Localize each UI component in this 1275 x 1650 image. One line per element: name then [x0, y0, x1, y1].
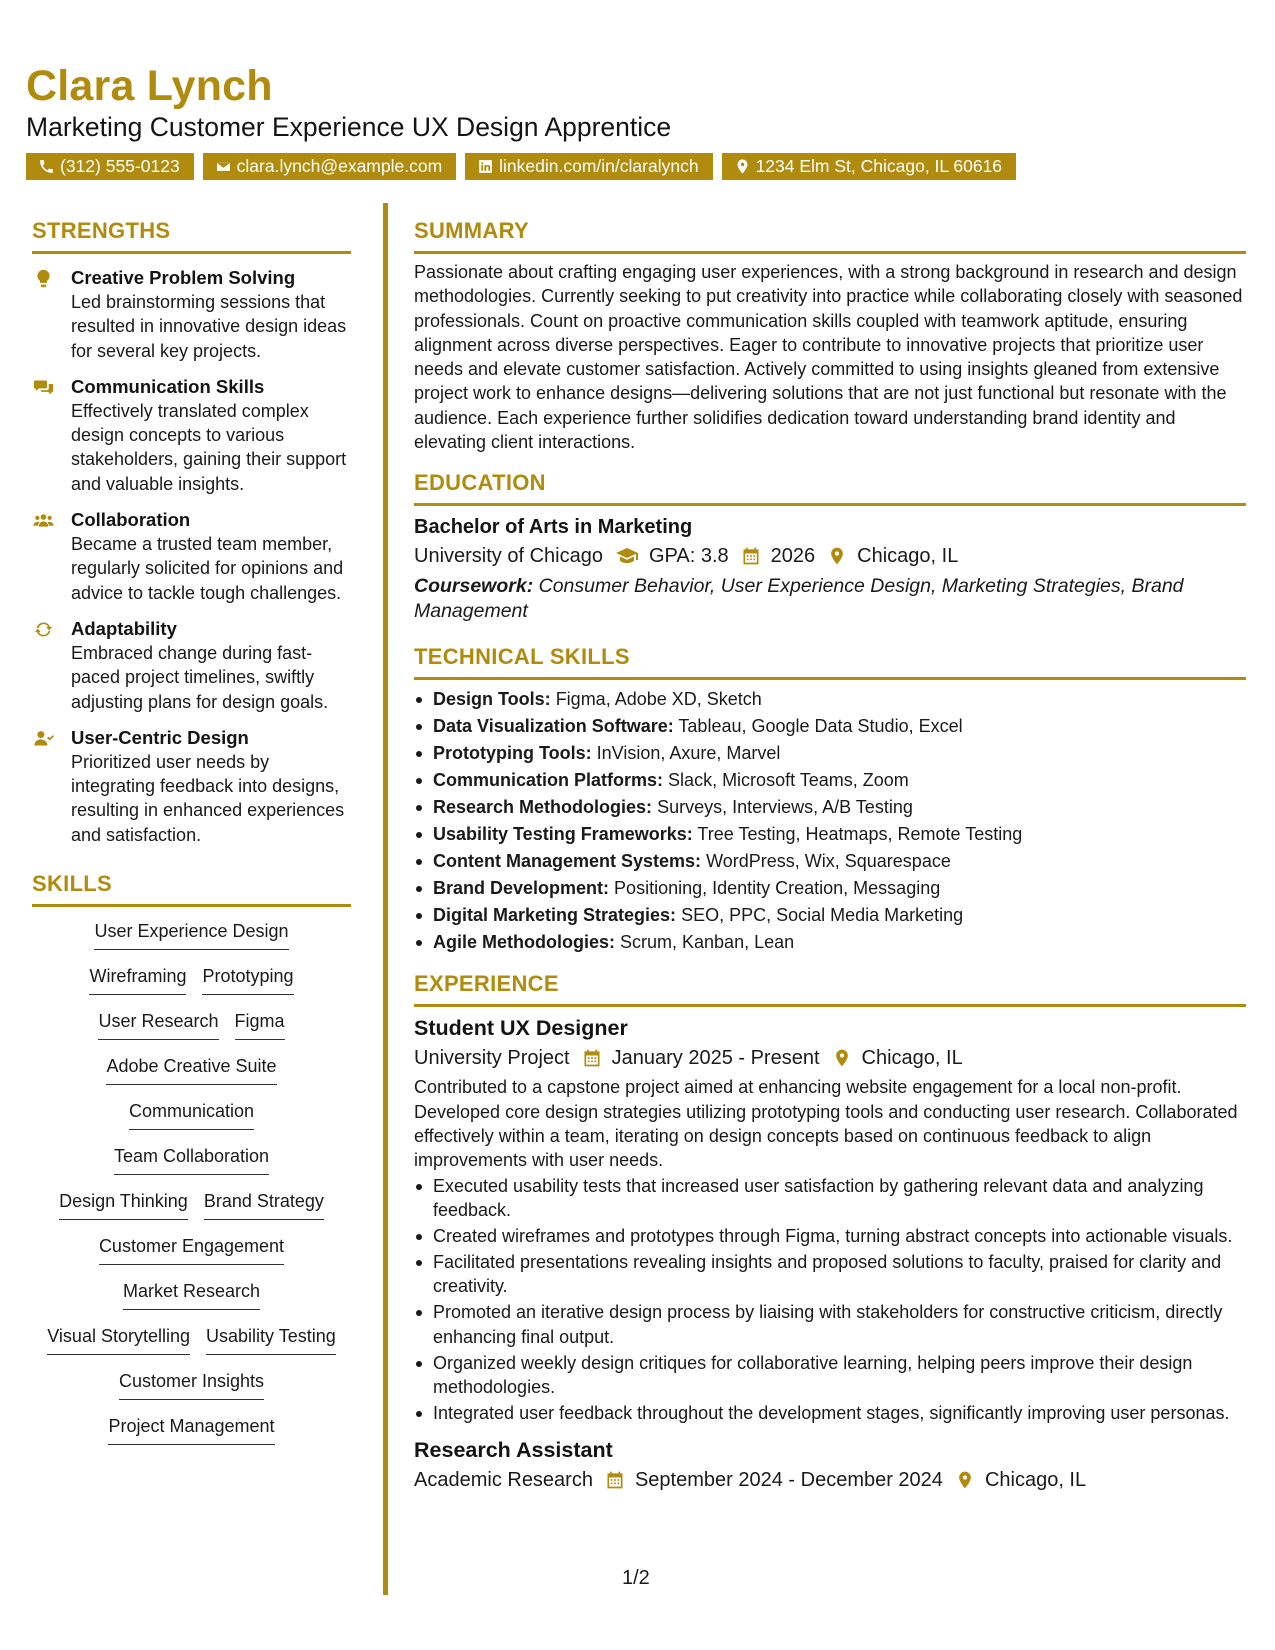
education-heading: EDUCATION: [414, 470, 546, 496]
skill-value: SEO, PPC, Social Media Marketing: [681, 905, 964, 926]
strengths-section: [32, 218, 351, 847]
skill-tag: Usability Testing: [206, 1326, 336, 1355]
education-rule: [414, 503, 1246, 506]
list-item: Promoted an iterative design process by liaising with stakeholders for constructive criticism, directly enhancing final output.: [414, 1300, 1246, 1349]
skill-value: InVision, Axure, Marvel: [596, 743, 781, 764]
map-pin-icon: [955, 1470, 975, 1490]
contact-phone[interactable]: [26, 153, 194, 180]
list-item: [414, 767, 1246, 794]
envelope-icon: [215, 158, 232, 175]
technical-skills-rule: [414, 677, 1246, 680]
skill-row: [94, 921, 288, 966]
skill-tag: User Research: [98, 1011, 218, 1040]
user-check-icon: [33, 728, 54, 749]
skill-label: Prototyping Tools:: [433, 743, 592, 764]
contact-bar: [26, 153, 1016, 180]
skill-row: [123, 1281, 260, 1326]
list-item: [414, 902, 1246, 929]
skill-label: Brand Development:: [433, 878, 610, 899]
skill-tag: Customer Insights: [119, 1371, 264, 1400]
skill-tag: Prototyping: [202, 966, 293, 995]
left-column: [32, 218, 351, 1461]
map-pin-icon: [734, 158, 751, 175]
job-title: Research Assistant: [414, 1437, 613, 1462]
job-meta: [414, 1465, 1246, 1495]
strength-title: User-Centric Design: [71, 726, 249, 748]
strength-title: Adaptability: [71, 617, 177, 639]
contact-address-text: 1234 Elm St, Chicago, IL 60616: [755, 156, 1003, 176]
page-number: 1/2: [622, 1567, 650, 1589]
technical-skills-list: [414, 686, 1246, 956]
skill-tag: Brand Strategy: [204, 1191, 324, 1220]
skill-row: [106, 1056, 276, 1101]
job-description: Contributed to a capstone project aimed at enhancing website engagement for a local non-profit. Developed core design strategies utilizing prototyping tools and conducting user research. Collaborated effectively within a team, iterating on design concepts based on continuous feedback to align improvements with user needs.: [414, 1077, 1238, 1171]
contact-email-text: clara.lynch@example.com: [236, 156, 443, 176]
strength-description: Prioritized user needs by integrating feedback into designs, resulting in enhanced experiences and satisfaction.: [71, 751, 345, 845]
skill-tag: Communication: [129, 1101, 254, 1130]
strength-item: [32, 375, 351, 496]
skill-label: Content Management Systems:: [433, 851, 702, 872]
list-item: [414, 821, 1246, 848]
gpa: GPA: 3.8: [648, 545, 729, 568]
candidate-name: Clara Lynch: [26, 62, 273, 110]
summary-rule: [414, 251, 1246, 254]
calendar-icon: [582, 1048, 602, 1068]
skill-label: Agile Methodologies:: [433, 932, 615, 953]
summary-section: [414, 218, 1246, 454]
skill-label: Digital Marketing Strategies:: [433, 905, 677, 926]
experience-heading: EXPERIENCE: [414, 971, 559, 997]
skills-list: [32, 921, 351, 1461]
skill-value: Figma, Adobe XD, Sketch: [555, 689, 762, 710]
map-pin-icon: [827, 546, 847, 566]
skill-tag: User Experience Design: [94, 921, 288, 950]
skill-tag: Project Management: [108, 1416, 274, 1445]
list-item: Integrated user feedback throughout the development stages, significantly improving user personas.: [414, 1401, 1246, 1425]
skill-tag: Visual Storytelling: [47, 1326, 190, 1355]
candidate-title: Marketing Customer Experience UX Design Apprentice: [26, 112, 672, 142]
job-meta: [414, 1043, 1246, 1073]
skill-tag: Design Thinking: [59, 1191, 188, 1220]
skill-row: [114, 1146, 269, 1191]
coursework-list: Consumer Behavior, User Experience Design, Marketing Strategies, Brand Management: [414, 575, 1184, 623]
experience-rule: [414, 1004, 1246, 1007]
right-column: [414, 218, 1246, 1495]
strength-title: Communication Skills: [71, 375, 265, 397]
comments-icon: [33, 377, 54, 398]
contact-phone-text: (312) 555-0123: [60, 156, 180, 176]
strength-description: Led brainstorming sessions that resulted in innovative design ideas for several key projects.: [71, 292, 347, 361]
skill-tag: Figma: [235, 1011, 285, 1040]
skills-rule: [32, 904, 351, 907]
contact-linkedin[interactable]: [465, 153, 712, 180]
skill-value: WordPress, Wix, Squarespace: [706, 851, 951, 872]
lightbulb-icon: [33, 268, 54, 289]
technical-skills-heading: TECHNICAL SKILLS: [414, 644, 630, 670]
skill-value: Slack, Microsoft Teams, Zoom: [668, 770, 909, 791]
skill-row: [47, 1326, 335, 1371]
strength-description: Embraced change during fast-paced project timelines, swiftly adjusting plans for design goals.: [71, 642, 329, 712]
strengths-heading: STRENGTHS: [32, 218, 171, 243]
strength-description: Effectively translated complex design concepts to various stakeholders, gaining their support and valuable insights.: [71, 400, 347, 494]
job-bullets: [414, 1174, 1246, 1426]
list-item: [414, 929, 1246, 956]
job-dates: September 2024 - December 2024: [634, 1468, 943, 1491]
skill-label: Communication Platforms:: [433, 770, 664, 791]
job-organization: Academic Research: [414, 1468, 593, 1491]
summary-text: Passionate about crafting engaging user experiences, with a strong background in research and design methodologies. Currently seeking to put creativity into practice while collaborating closely with seasoned professionals. Count on proactive communication skills coupled with teamwork aptitude, ensuring alignment across diverse perspectives. Eager to contribute to innovative projects that prioritize user needs and elevate customer satisfaction. Actively committed to using insights gleaned from extensive project work to enhance designs—delivering solutions that are not just functional but resonate with the audience. Each experience further solidifies dedication toward understanding brand identity and elevating client interactions.: [414, 262, 1243, 453]
education-location: Chicago, IL: [857, 545, 959, 568]
skill-value: Surveys, Interviews, A/B Testing: [657, 797, 913, 818]
list-item: [414, 686, 1246, 713]
list-item: [414, 740, 1246, 767]
skill-row: [119, 1371, 264, 1416]
strength-item: [32, 726, 351, 847]
skill-label: Data Visualization Software:: [433, 716, 674, 737]
list-item: Facilitated presentations revealing insights and proposed solutions to faculty, praised for clarity and creativity.: [414, 1250, 1246, 1299]
list-item: Executed usability tests that increased user satisfaction by gathering relevant data and analyzing feedback.: [414, 1174, 1246, 1223]
list-item: [414, 875, 1246, 902]
skill-row: [129, 1101, 254, 1146]
school-name: University of Chicago: [414, 545, 603, 568]
job-organization: University Project: [414, 1047, 570, 1070]
summary-heading: SUMMARY: [414, 218, 529, 243]
coursework: [414, 574, 1246, 624]
job-location: Chicago, IL: [984, 1468, 1087, 1491]
strength-description: Became a trusted team member, regularly solicited for opinions and advice to tackle tough challenges.: [71, 534, 344, 603]
strength-item: [32, 266, 351, 363]
skill-row: [59, 1191, 324, 1236]
linkedin-icon: [477, 158, 494, 175]
skill-tag: Wireframing: [89, 966, 186, 995]
skill-label: Research Methodologies:: [433, 797, 653, 818]
job-title: Student UX Designer: [414, 1016, 628, 1041]
skill-tag: Adobe Creative Suite: [106, 1056, 276, 1085]
contact-email[interactable]: [203, 153, 456, 180]
calendar-icon: [605, 1470, 625, 1490]
skills-section: [32, 871, 351, 1461]
column-divider: [383, 203, 388, 1595]
strengths-rule: [32, 251, 351, 254]
strength-item: [32, 617, 351, 714]
strength-title: Collaboration: [71, 509, 191, 531]
skill-tag: Market Research: [123, 1281, 260, 1310]
skill-value: Scrum, Kanban, Lean: [620, 932, 795, 953]
skill-value: Tableau, Google Data Studio, Excel: [678, 716, 963, 737]
skill-tag: Customer Engagement: [99, 1236, 284, 1265]
strength-title: Creative Problem Solving: [71, 267, 296, 288]
job-entry: [414, 1436, 1246, 1495]
graduation-cap-icon: [615, 544, 639, 568]
graduation-year: 2026: [770, 545, 816, 568]
degree-title: Bachelor of Arts in Marketing: [414, 516, 693, 539]
skill-value: Tree Testing, Heatmaps, Remote Testing: [697, 824, 1023, 845]
map-pin-icon: [832, 1048, 852, 1068]
contact-linkedin-text: linkedin.com/in/claralynch: [499, 156, 699, 176]
list-item: [414, 794, 1246, 821]
experience-section: [414, 971, 1246, 1494]
education-section: [414, 470, 1246, 624]
skill-label: Design Tools:: [433, 689, 551, 710]
skill-row: [89, 966, 293, 1011]
strength-item: [32, 508, 351, 605]
technical-skills-section: [414, 644, 1246, 956]
phone-icon: [38, 158, 55, 175]
coursework-label: Coursework:: [414, 575, 534, 598]
contact-address: [722, 153, 1016, 180]
skill-value: Positioning, Identity Creation, Messaging: [614, 878, 941, 899]
sync-icon: [33, 619, 54, 640]
list-item: Created wireframes and prototypes through Figma, turning abstract concepts into actionable visuals.: [414, 1224, 1246, 1248]
list-item: [414, 713, 1246, 740]
users-icon: [33, 510, 54, 531]
list-item: Organized weekly design critiques for collaborative learning, helping peers improve their design methodologies.: [414, 1351, 1246, 1400]
calendar-icon: [741, 546, 761, 566]
skill-row: [98, 1011, 284, 1056]
skill-row: [99, 1236, 284, 1281]
job-location: Chicago, IL: [861, 1047, 963, 1070]
skill-row: [108, 1416, 274, 1461]
education-meta: [414, 541, 1246, 571]
skills-heading: SKILLS: [32, 871, 113, 897]
skill-label: Usability Testing Frameworks:: [433, 824, 693, 845]
job-entry: [414, 1014, 1246, 1425]
skill-tag: Team Collaboration: [114, 1146, 269, 1175]
job-dates: January 2025 - Present: [611, 1047, 820, 1070]
list-item: [414, 848, 1246, 875]
